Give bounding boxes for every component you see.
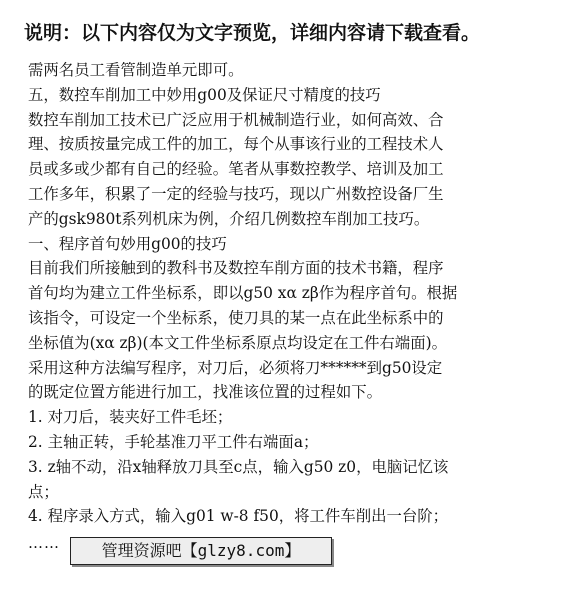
text-line: 数控车削加工技术已广泛应用于机械制造行业，如何高效、合 bbox=[28, 110, 444, 129]
list-item: 2. 主轴正转，手轮基准刀平工件右端面a； bbox=[28, 432, 319, 451]
list-item-continuation: 点； bbox=[28, 482, 59, 501]
preview-notice: 说明：以下内容仅为文字预览，详细内容请下载查看。 bbox=[24, 22, 481, 44]
document-body bbox=[28, 58, 563, 529]
text-line: 员或多或少都有自己的经验。笔者从事数控教学、培训及加工 bbox=[28, 160, 444, 179]
text-line: 坐标值为(xα zβ)(本文工件坐标系原点均设定在工件右端面)。 bbox=[28, 333, 447, 352]
text-line: 产的gsk980t系列机床为例，介绍几例数控车削加工技巧。 bbox=[28, 209, 430, 228]
text-line: 首句均为建立工件坐标系，即以g50 xα zβ作为程序首句。根据 bbox=[28, 284, 458, 303]
text-line: 的既定位置方能进行加工，找准该位置的过程如下。 bbox=[28, 383, 382, 402]
text-line: 工作多年，积累了一定的经验与技巧，现以广州数控设备厂生 bbox=[28, 184, 444, 203]
text-line: 理、按质按量完成工件的加工，每个从事该行业的工程技术人 bbox=[28, 135, 444, 154]
section-heading: 五，数控车削加工中妙用g00及保证尺寸精度的技巧 bbox=[28, 85, 381, 104]
list-item: 3. z轴不动，沿x轴释放刀具至c点，输入g50 z0，电脑记忆该 bbox=[28, 457, 449, 476]
subsection-heading: 一、程序首句妙用g00的技巧 bbox=[28, 234, 227, 253]
truncation-ellipsis: …… bbox=[28, 534, 60, 552]
text-line: 需两名员工看管制造单元即可。 bbox=[28, 61, 244, 79]
text-line: 该指令，可设定一个坐标系，使刀具的某一点在此坐标系中的 bbox=[28, 308, 444, 327]
site-watermark-link[interactable]: 管理资源吧【glzy8.com】 bbox=[70, 537, 332, 565]
text-line: 采用这种方法编写程序，对刀后，必须将刀******到g50设定 bbox=[28, 358, 443, 377]
list-item: 4. 程序录入方式，输入g01 w-8 f50，将工件车削出一台阶； bbox=[28, 507, 449, 526]
text-line: 目前我们所接触到的教科书及数控车削方面的技术书籍，程序 bbox=[28, 259, 444, 278]
list-item: 1. 对刀后，装夹好工件毛坯； bbox=[28, 408, 233, 427]
